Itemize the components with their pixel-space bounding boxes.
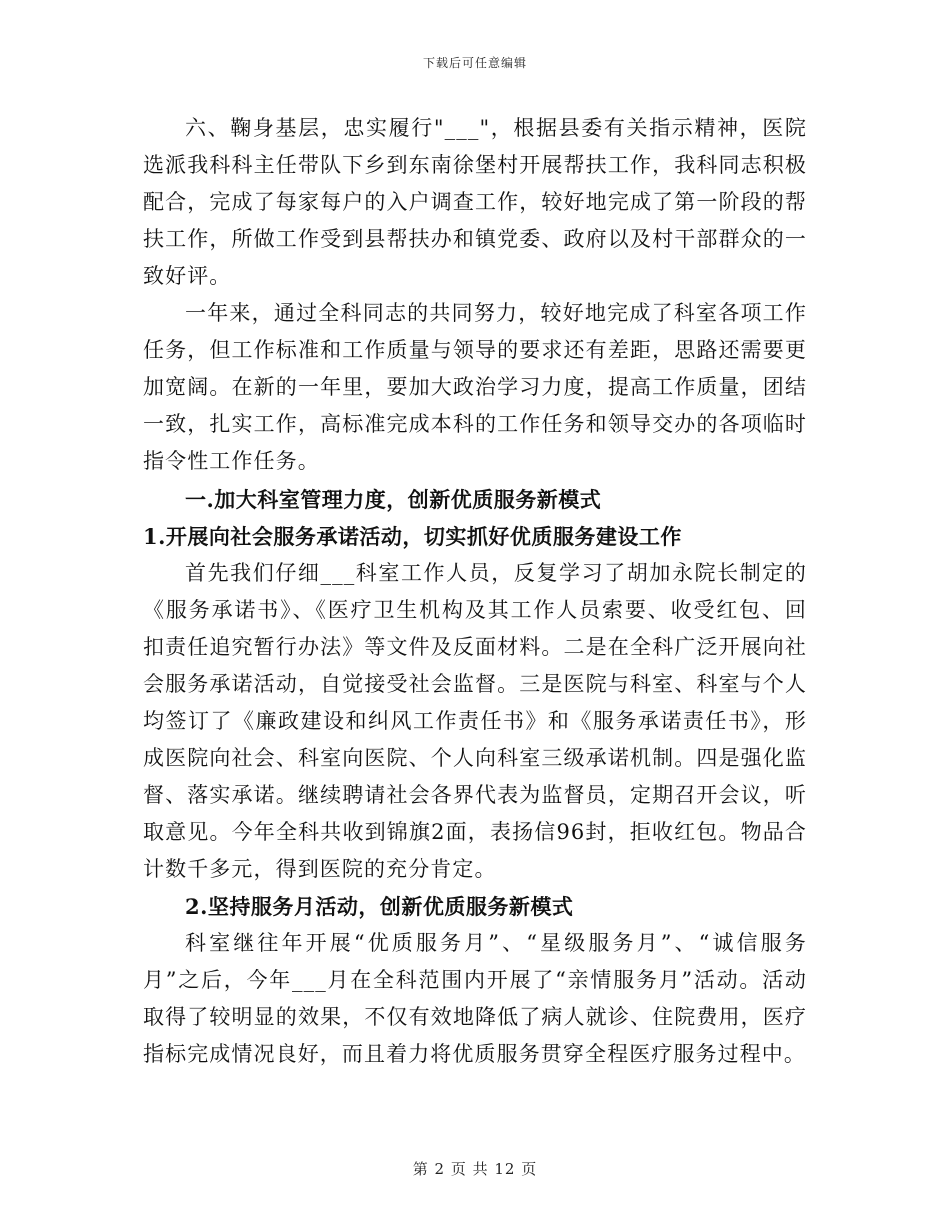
subsection-heading-1: 1.开展向社会服务承诺活动，切实抓好优质服务建设工作 — [143, 524, 682, 549]
paragraph-grassroots-assistance: 六、鞠身基层，忠实履行"___"，根据县委有关指示精神，医院选派我科科主任带队下乡到东南徐堡村开展帮扶工作，我科同志积极配合，完成了每家每户的入户调查工作，较好地完成了第一阶段的帮扶工作，所做工作受到县帮扶办和镇党委、政府以及村干部群众的一致好评。 — [143, 116, 807, 288]
page-header: 下载后可任意编辑 — [422, 56, 527, 70]
page-footer: 第 2 页 共 12 页 — [412, 1160, 538, 1178]
subsection-heading-2: 2.坚持服务月活动，创新优质服务新模式 — [185, 894, 574, 919]
section-heading: 一.加大科室管理力度，创新优质服务新模式 — [185, 487, 602, 512]
paragraph-service-commitment: 首先我们仔细___科室工作人员，反复学习了胡加永院长制定的《服务承诺书》、《医疗卫生机构及其工作人员索要、收受红包、回扣责任追究暂行办法》等文件及反面材料。二是在全科广泛开展向社会服务承诺活动，自觉接受社会监督。三是医院与科室、科室与个人均签订了《廉政建设和纠风工作责任书》和《服务承诺责任书》，形成医院向社会、科室向医院、个人向科室三级承诺机制。四是强化监督、落实承诺。继续聘请社会各界代表为监督员，定期召开会议，听取意见。今年全科共收到锦旗2面，表扬信96封，拒收红包。物品合计数千多元，得到医院的充分肯定。 — [143, 561, 807, 881]
paragraph-year-summary: 一年来，通过全科同志的共同努力，较好地完成了科室各项工作任务，但工作标准和工作质量与领导的要求还有差距，思路还需要更加宽阔。在新的一年里，要加大政治学习力度，提高工作质量，团结一致，扎实工作，高标准完成本科的工作任务和领导交办的各项临时指令性工作任务。 — [143, 301, 807, 473]
paragraph-service-month: 科室继往年开展“优质服务月”、“星级服务月”、“诚信服务月”之后，今年___月在全科范围内开展了“亲情服务月”活动。活动取得了较明显的效果，不仅有效地降低了病人就诊、住院费用，医疗指标完成情况良好，而且着力将优质服务贯穿全程医疗服务过程中。 — [143, 931, 807, 1066]
document-body — [143, 110, 807, 1073]
